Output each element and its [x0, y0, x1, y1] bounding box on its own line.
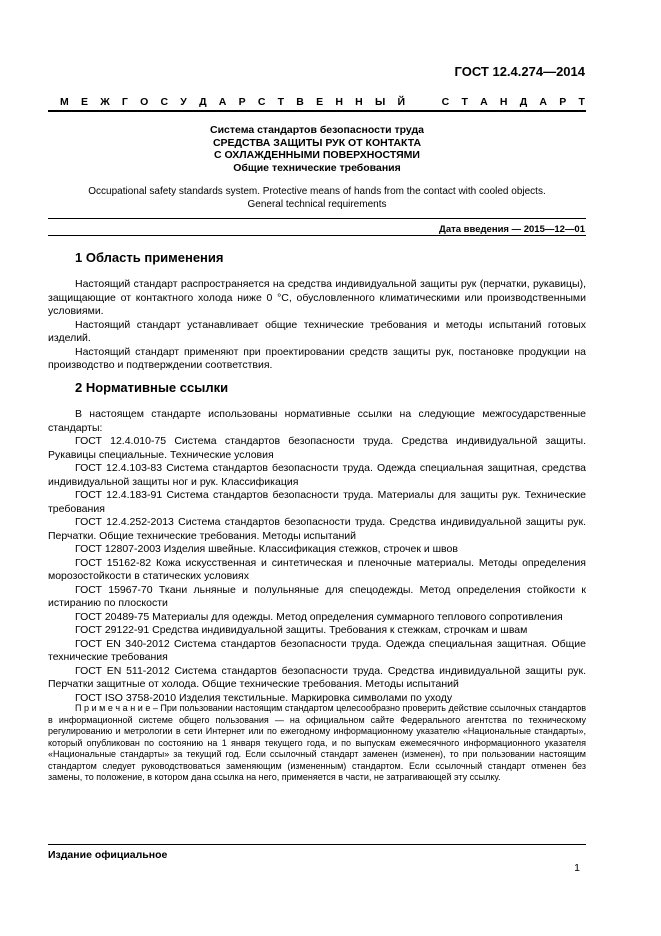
section-1-heading: 1 Область применения: [75, 250, 224, 265]
reference-item: ГОСТ 29122-91 Средства индивидуальной защиты. Требования к стежкам, строчкам и швам: [75, 624, 528, 636]
section-2-intro: В настоящем стандарте использованы нормативные ссылки на следующие межгосударственные стандарты:: [48, 408, 586, 434]
banner-letter: Т: [277, 96, 285, 108]
reference-item: ГОСТ ISO 3758-2010 Изделия текстильные. Маркировка символами по уходу: [75, 691, 453, 704]
banner-letter: Н: [335, 96, 343, 108]
banner-letter: Ы: [374, 96, 386, 108]
banner-letter: Е: [80, 96, 88, 108]
standard-id: ГОСТ 12.4.274—2014: [454, 64, 585, 79]
section-1-body: [48, 278, 586, 373]
banner-letter: О: [140, 96, 149, 108]
section-1-paragraph: Настоящий стандарт распространяется на средства индивидуальной защиты рук (перчатки, рукавицы), защищающие от контактного холода ниже 0 °С, обусловленного климатическими или производственными условиями.: [48, 278, 586, 317]
banner-letter: Т: [578, 96, 585, 108]
banner-letter: А: [218, 96, 227, 108]
banner-rule: [48, 110, 586, 112]
official-edition-label: Издание официальное: [48, 849, 168, 861]
banner-letter: С: [160, 96, 169, 108]
banner-letter: С: [441, 96, 450, 108]
title-main-line1: СРЕДСТВА ЗАЩИТЫ РУК ОТ КОНТАКТА: [212, 136, 422, 149]
section-1-paragraph: Настоящий стандарт устанавливает общие технические требования и методы испытаний готовых изделий.: [48, 318, 586, 344]
reference-item: ГОСТ EN 511-2012 Система стандартов безопасности труда. Средства индивидуальной защиты рук. Перчатки защитные от холода. Общие технические требования. Методы испытаний: [48, 664, 586, 690]
banner-letter: Н: [355, 96, 363, 108]
reference-item: ГОСТ 12.4.252-2013 Система стандартов безопасности труда. Средства индивидуальной защиты рук. Перчатки. Общие технические требования. Методы испытаний: [48, 516, 586, 542]
banner-letter: Г: [121, 96, 128, 108]
normative-references-list: [48, 435, 586, 705]
banner-letter: Р: [559, 96, 567, 108]
reference-item: ГОСТ 20489-75 Материалы для одежды. Метод определения суммарного теплового сопротивления: [75, 610, 563, 623]
banner-letter: М: [60, 96, 69, 108]
note: [48, 703, 586, 784]
english-title-line2: General technical requirements: [247, 198, 387, 210]
title-main-line2: С ОХЛАЖДЕННЫМИ ПОВЕРХНОСТЯМИ: [214, 149, 420, 161]
reference-item: ГОСТ 15967-70 Ткани льняные и полульняные для спецодежды. Метод определения стойкости к истиранию по плоскости: [48, 583, 586, 609]
title-series: Система стандартов безопасности труда: [209, 124, 425, 136]
banner-letter: Н: [499, 96, 508, 108]
introduction-date: Дата введения — 2015—12—01: [439, 224, 585, 235]
banner-letter: Й: [397, 96, 405, 108]
footer-rule: [48, 844, 586, 845]
reference-item: ГОСТ 12807-2003 Изделия швейные. Классификация стежков, строчек и швов: [75, 543, 458, 555]
section-2-heading: 2 Нормативные ссылки: [75, 380, 229, 395]
banner-letter: С: [257, 96, 266, 108]
interstate-standard-banner: [60, 96, 585, 108]
banner-letter: У: [180, 96, 187, 108]
document-title: [48, 124, 586, 174]
banner-letter: А: [539, 96, 548, 108]
title-subtitle: Общие технические требования: [233, 161, 401, 174]
banner-letter: Д: [199, 96, 207, 108]
banner-letter: Е: [316, 96, 324, 108]
title-rule-1: [48, 218, 586, 219]
section-2-body: [48, 408, 586, 705]
reference-item: ГОСТ 12.4.103-83 Система стандартов безопасности труда. Одежда специальная защитная, средства индивидуальной защиты ног и рук. Классификация: [48, 462, 586, 488]
banner-letter: Р: [238, 96, 246, 108]
title-rule-2: [48, 235, 586, 236]
banner-letter: А: [480, 96, 488, 108]
note-text: П р и м е ч а н и е – При пользовании настоящим стандартом целесообразно проверить действие ссылочных стандартов в информационной системе общего пользования — на официальном сайте Федерального агентства по техническому регулированию и метрологии в сети Интернет или по ежегодному информационному указателю «Национальные стандарты», который опубликован по состоянию на 1 января текущего года, и по выпускам ежемесячного информационного указателя «Национальные стандарты» за текущий год. Если ссылочный стандарт заменен (изменен), то при пользовании настоящим стандартом следует руководствоваться заменяющим (измененным) стандартом. Если ссылочный стандарт отменен без замены, то положение, в котором дана ссылка на него, применяется в части, не затрагивающей эту ссылку.: [48, 703, 586, 782]
section-1-paragraph: Настоящий стандарт применяют при проектировании средств защиты рук, постановке продукции на производство и подтверждении соответствия.: [48, 345, 586, 371]
reference-item: ГОСТ 15162-82 Кожа искусственная и синтетическая и пленочные материалы. Методы определения морозостойкости в статических условиях: [48, 556, 586, 582]
reference-item: ГОСТ 12.4.010-75 Система стандартов безопасности труда. Средства индивидуальной защиты. Рукавицы специальные. Технические условия: [48, 435, 586, 461]
reference-item: ГОСТ EN 340-2012 Система стандартов безопасности труда. Одежда специальная защитная. Общие технические требования: [48, 637, 586, 663]
english-title-line1: Occupational safety standards system. Protective means of hands from the contact with cooled objects.: [88, 186, 546, 197]
reference-item: ГОСТ 12.4.183-91 Система стандартов безопасности труда. Материалы для защиты рук. Технические требования: [48, 489, 586, 515]
banner-letter: Т: [461, 96, 468, 108]
page-number: 1: [574, 862, 580, 874]
english-title: [48, 186, 586, 211]
banner-letter: Д: [519, 96, 528, 108]
banner-letter: Ж: [100, 96, 110, 108]
banner-letter: В: [296, 96, 304, 108]
